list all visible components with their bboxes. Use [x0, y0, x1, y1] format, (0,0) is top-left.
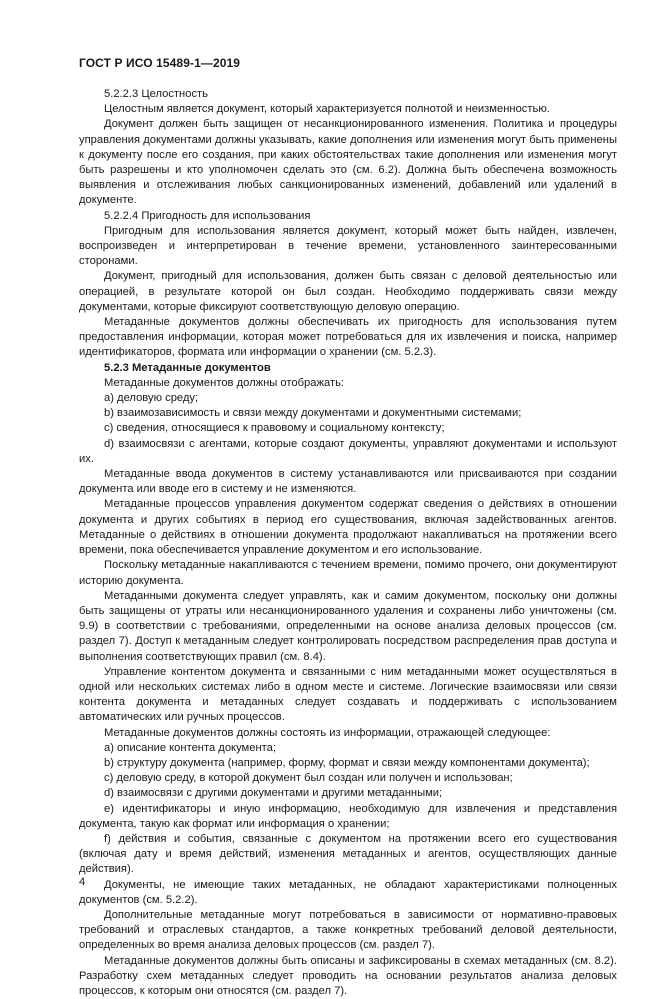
paragraph: Документы, не имеющие таких метаданных, не обладают характеристиками полноценных документов (см. 5.2.2). — [79, 878, 617, 906]
paragraph: Дополнительные метаданные могут потребоваться в зависимости от нормативно-правовых требований и отраслевых стандартов, а также конкретных требований деловой деятельности, определенных во время анализа деловых процессов (см. раздел 7). — [79, 908, 617, 952]
paragraph: Метаданные документов должны состоять из информации, отражающей следующее: — [104, 726, 551, 739]
paragraph: b) взаимозависимость и связи между документами и документными системами; — [104, 407, 522, 420]
paragraph: Метаданные документов должны быть описаны и зафиксированы в схемах метаданных (см. 8.2). Разработку схем метаданных следует проводить на основании результатов анализа деловых процессов, к которым они относятся (см. раздел 7). — [79, 954, 617, 997]
section-heading: 5.2.3 Метаданные документов — [104, 361, 271, 374]
paragraph: f) действия и события, связанные с документом на протяжении всего его существования (включая дату и время действий, изменения метаданных и агентов, осуществляющих данные действия). — [79, 832, 617, 876]
paragraph: d) взаимосвязи с агентами, которые создают документы, управляют документами и используют их. — [79, 437, 617, 465]
paragraph: Поскольку метаданные накапливаются с течением времени, помимо прочего, они документируют историю документа. — [79, 559, 617, 587]
paragraph: Целостным является документ, который характеризуется полнотой и неизменностью. — [104, 103, 550, 116]
paragraph: Метаданные документов должны обеспечивать их пригодность для использования путем предоставления информации, которая может потребоваться для их извлечения и поиска, например идентификаторов, формата или информации о хранении (см. 5.2.3). — [79, 316, 617, 359]
paragraph: Метаданные документов должны отображать: — [104, 376, 345, 389]
paragraph: a) деловую среду; — [104, 392, 199, 405]
paragraph: Метаданные процессов управления документом содержат сведения о действиях в отношении документа и других событиях в период его существования, включая задействованных агентов. Метаданные о действиях в отношении документа продолжают накапливаться на протяжении всего времени, пока обеспечивается управление документом и его использование. — [79, 498, 617, 557]
document-body — [79, 87, 617, 999]
paragraph: d) взаимосвязи с другими документами и другими метаданными; — [104, 787, 443, 800]
paragraph: c) деловую среду, в которой документ был создан или получен и использован; — [104, 772, 513, 785]
paragraph: Метаданные ввода документов в систему устанавливаются или присваиваются при создании документа или вводе его в систему и не изменяются. — [79, 468, 617, 496]
document-header: ГОСТ Р ИСО 15489-1—2019 — [79, 56, 241, 70]
paragraph: b) структуру документа (например, форму, формат и связи между компонентами документа); — [104, 756, 590, 769]
paragraph: Пригодным для использования является документ, который может быть найден, извлечен, воспроизведен и интерпретирован в течение времени, установленного заинтересованными сторонами. — [79, 224, 617, 268]
paragraph: e) идентификаторы и иную информацию, необходимую для извлечения и представления документа, такую как формат или информация о хранении; — [79, 802, 617, 830]
page-number: 4 — [79, 876, 86, 888]
paragraph: Метаданными документа следует управлять, как и самим документом, поскольку они должны быть защищены от утраты или несанкционированного удаления и сохранены либо уничтожены (см. 9.9) в соответствии с требованиями, определенными на основе анализа деловых процессов (см. раздел 7). Доступ к метаданным следует контролировать посредством распределения прав доступа и выполнения соответствующих правил (см. 8.4). — [79, 589, 617, 663]
paragraph: Документ должен быть защищен от несанкционированного изменения. Политика и процедуры управления документами должны указывать, какие дополнения или изменения могут быть применены к документу после его создания, при каких обстоятельствах такие дополнения или изменения могут быть разрешены и кто уполномочен сделать это (см. 6.2). Должна быть обеспечена возможность выявления и отслеживания любых санкционированных изменений, добавлений или удалений в документе. — [79, 118, 617, 207]
paragraph: c) сведения, относящиеся к правовому и социальному контексту; — [104, 422, 445, 435]
paragraph: Документ, пригодный для использования, должен быть связан с деловой деятельностью или операцией, в результате которой он был создан. Необходимо поддерживать связи между документами, которые фиксируют соответствующую деловую операцию. — [79, 270, 617, 313]
paragraph: Управление контентом документа и связанными с ним метаданными может осуществляться в одной или нескольких системах либо в одном месте и системе. Логические взаимосвязи или связи контента документа и метаданных следует создавать и поддерживать с использованием автоматических или ручных процессов. — [79, 665, 617, 724]
paragraph: 5.2.2.4 Пригодность для использования — [104, 209, 311, 222]
paragraph: 5.2.2.3 Целостность — [104, 88, 208, 100]
paragraph: a) описание контента документа; — [104, 741, 276, 754]
